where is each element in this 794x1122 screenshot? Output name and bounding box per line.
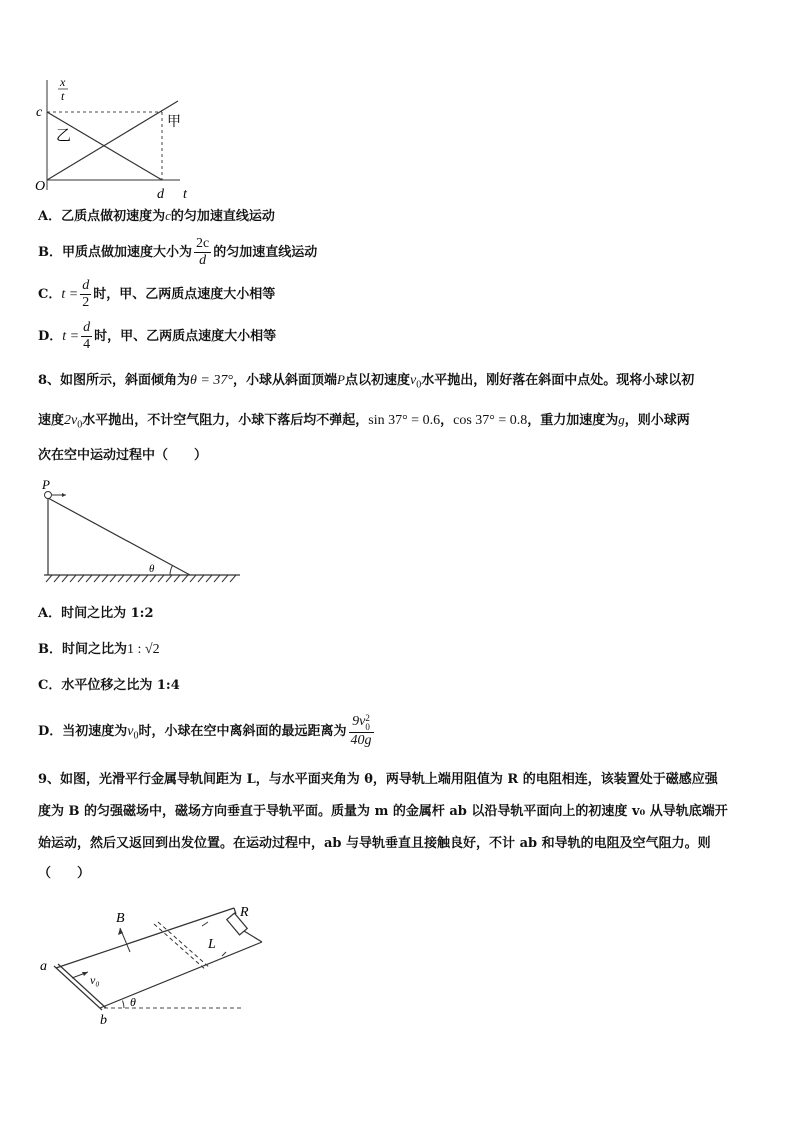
rod-dashed-1 [154, 924, 206, 970]
fig-theta-rails-label: θ [130, 995, 136, 1009]
fig-theta-label: θ [149, 563, 155, 575]
fig-b-label: B [116, 911, 125, 926]
top-wire-right [244, 931, 262, 942]
jia-label: 甲 [167, 115, 181, 130]
q7-a-prefix: A．乙质点做初速度为 [38, 209, 166, 224]
q8-l2-sep: ， [440, 413, 454, 428]
q8-option-a: A．时间之比为 1:2 [38, 606, 154, 621]
theta-arc-rails [123, 1001, 125, 1008]
q8-d-num [349, 714, 374, 733]
rail-lower [100, 942, 262, 1008]
q7-c-fraction [80, 278, 91, 311]
q8-d-num-sub: 0 [365, 722, 370, 732]
y-label-x: x [60, 75, 66, 89]
fig-v0-label: v₀ [90, 973, 100, 987]
q8-cos: cos 37° = 0.8 [453, 413, 528, 428]
q8-l2-d: ，则小球两 [624, 413, 690, 428]
q9-line-3: 始运动，然后又返回到出发位置。在运动过程中，ab 与导轨垂直且接触良好，不计 ab 和导轨的电阻及空气阻力。则 [38, 836, 711, 851]
c-label: c [36, 105, 43, 120]
origin-label: O [35, 179, 46, 194]
q8-l1-a: 8、如图所示，斜面倾角为 [38, 373, 191, 388]
fig-r-label: R [240, 905, 249, 920]
fig-p-label: P [42, 478, 50, 492]
rails-figure [36, 898, 276, 1028]
q8-l2-b: 水平抛出，不计空气阻力，小球下落后均不弹起， [82, 413, 369, 428]
fig-b-point-label: b [100, 1013, 107, 1028]
q8-sin: sin 37° = 0.6 [368, 413, 441, 428]
q9-line-1: 9、如图，光滑平行金属导轨间距为 L，与水平面夹角为 θ，两导轨上端用阻值为 R 的电阻相连，该装置处于磁感应强 [38, 772, 718, 787]
q8-l1-d: 水平抛出，刚好落在斜面中点处。现将小球以初 [421, 373, 695, 388]
yi-label: 乙 [56, 128, 72, 144]
q8-2v0: 2v [64, 413, 78, 428]
q8-b-ratio: 1 : √2 [127, 642, 160, 657]
q7-d-den: 4 [83, 337, 91, 352]
q9-line-4: （ ） [38, 866, 91, 881]
q8-g: g [618, 412, 625, 427]
q8-option-b [38, 640, 160, 660]
incline-figure [36, 478, 246, 590]
q8-option-c: C．水平位移之比为 1:4 [38, 678, 180, 693]
t-axis-label: t [183, 187, 187, 202]
q7-a-suffix: 的匀加速直线运动 [170, 209, 275, 224]
q8-v0: v [409, 373, 417, 388]
q7-d-prefix: D． [38, 329, 63, 344]
q7-c-den: 2 [82, 295, 90, 310]
q8-l1-c: 点以初速度 [344, 373, 410, 388]
l-marker-top [202, 922, 208, 926]
q8-d-prefix: D．当初速度为 [38, 724, 128, 739]
q8-theta-value: θ = 37° [190, 373, 233, 388]
q8-line-3: 次在空中运动过程中（ ） [38, 448, 208, 463]
q7-d-teq: t = [62, 329, 80, 344]
q8-d-den: 40g [350, 733, 372, 748]
d-label: d [157, 187, 164, 202]
q8-b-prefix: B．时间之比为 [38, 642, 127, 657]
q7-d-suffix: 时，甲、乙两质点速度大小相等 [94, 329, 277, 344]
q7-option-c [38, 278, 275, 311]
q7-b-num: 2c [196, 236, 210, 251]
q7-b-suffix: 的匀加速直线运动 [213, 245, 318, 260]
q8-point-p: P [337, 372, 345, 387]
q7-c-num: d [82, 278, 90, 293]
q7-b-den: d [199, 253, 207, 268]
xt-graph [30, 72, 200, 202]
q7-option-a [38, 206, 275, 227]
q7-d-fraction [81, 320, 92, 353]
q8-l2-c: ，重力加速度为 [527, 413, 619, 428]
incline-slope [48, 498, 190, 575]
q8-d-num-sup: 2 [365, 713, 370, 723]
ground-hatch [46, 575, 236, 582]
q7-option-b [38, 236, 317, 269]
q7-a-var: c [165, 208, 171, 223]
velocity-arrow-head [62, 493, 66, 497]
y-label-t: t [61, 89, 65, 103]
q7-option-d [38, 320, 276, 353]
rod-dashed-2 [158, 922, 210, 968]
q7-c-teq: t = [61, 287, 79, 302]
q8-l2-a: 速度 [38, 413, 65, 428]
q9-line-2: 度为 B 的匀强磁场中，磁场方向垂直于导轨平面。质量为 m 的金属杆 ab 以沿导轨平面向上的初速度 v₀ 从导轨底端开 [38, 804, 728, 819]
q8-line-1 [38, 370, 694, 396]
q8-2v0-sub: 0 [77, 419, 83, 431]
q8-v0-sub: 0 [416, 379, 422, 391]
theta-arc [170, 566, 173, 576]
l-marker-bottom [222, 952, 226, 956]
q8-d-v0-sub: 0 [133, 730, 139, 742]
q8-d-num-text: 9v [352, 714, 366, 729]
q7-d-num: d [83, 320, 91, 335]
ball [45, 492, 52, 499]
q7-c-prefix: C． [38, 287, 62, 302]
q7-c-suffix: 时，甲、乙两质点速度大小相等 [93, 287, 276, 302]
q8-d-fraction [349, 714, 374, 749]
q8-d-v0: v [127, 724, 134, 739]
q8-option-d [38, 714, 376, 749]
q7-b-fraction [194, 236, 211, 269]
fig-a-label: a [40, 959, 47, 974]
q7-b-prefix: B．甲质点做加速度大小为 [38, 245, 192, 260]
q8-line-2 [38, 410, 690, 436]
fig-l-label: L [208, 937, 216, 952]
q8-d-mid: 时，小球在空中离斜面的最远距离为 [138, 724, 347, 739]
q8-l1-b: ，小球从斜面顶端 [232, 373, 337, 388]
